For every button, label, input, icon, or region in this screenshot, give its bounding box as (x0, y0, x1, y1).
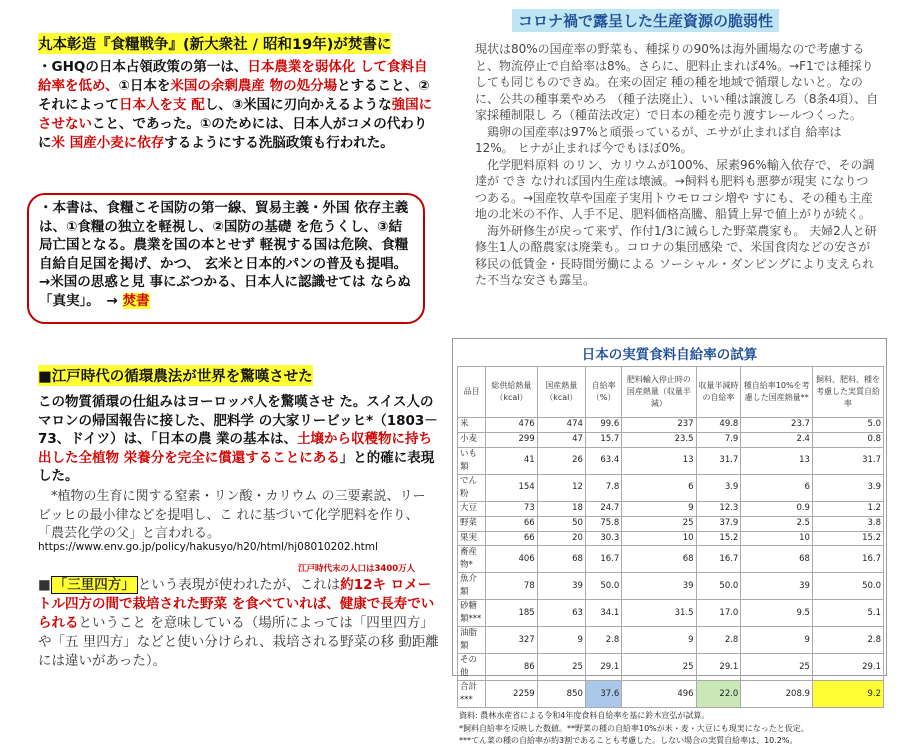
column-header: 飼料、肥料、種を考慮した実質自給率 (812, 367, 883, 418)
sanri-paragraph (38, 576, 440, 671)
table-cell: 29.1 (696, 654, 741, 681)
table-cell: 12 (537, 474, 585, 501)
book-summary-box (27, 193, 425, 324)
table-cell: 50.0 (812, 573, 883, 600)
text-run: という表現が使われたが、これは (137, 577, 341, 593)
text-run: 強国にさせない (38, 97, 433, 132)
table-cell: 5.1 (812, 600, 883, 627)
footnote: 資料: 農林水産省による令和4年度食料自給率を基に鈴木宣弘が試算。 (459, 711, 710, 721)
table-cell: 237 (622, 418, 696, 433)
table-cell: 299 (486, 432, 538, 447)
row-label: 米 (458, 418, 486, 433)
table-cell: 73 (486, 501, 538, 516)
corona-para: 化学肥料原料 のリン、カリウムが100%、尿素96%輸入依存で、その調達が でき なければ国内生産は壊滅。→飼料も肥料も悪夢が現実 になりつつある。→国産牧草や国産子実用トウモロコシ増や すにも、その種も主産地の北米の不作、人手不足、肥料価格高騰、船賃上昇で値上がりが続く。 (475, 157, 875, 221)
text-run: するようにする洗脳政策も行われた。 (164, 135, 394, 151)
text-run: ・GHQの日本占領政策の第一は、 (38, 59, 248, 75)
table-cell: 39 (741, 573, 813, 600)
table-cell: 16.7 (696, 546, 741, 573)
table-row (458, 600, 884, 627)
text-run: ③米国に刃向かえるような (231, 97, 392, 113)
text-run: 約12キ ロメートル四方の間で栽培された野菜 を食べていれば、健康で長寿でいられる (38, 577, 435, 631)
text-run: ①日本を (118, 78, 171, 94)
table-cell: 9 (622, 501, 696, 516)
edo-paragraph (38, 393, 440, 486)
row-label: 合計*** (458, 681, 486, 708)
corona-para: 鶏卵の国産率は97%と頑張っているが、エサが止まれば自 給率は12%。 ヒナが止まれば今でもほぼ0%。 (475, 124, 842, 155)
table-cell: 39 (537, 573, 585, 600)
text-run: 「三里四方」 (51, 576, 138, 594)
footnote: *飼料自給率を反映した数値。**野菜の種の自給率10%が米・麦・大豆にも現実になったと仮定。 (459, 723, 809, 733)
table-cell: 31.5 (622, 600, 696, 627)
table-cell: 9 (537, 627, 585, 654)
column-header: 種自給率10%を考慮した国産熱量** (741, 367, 813, 418)
table-cell: 2.5 (741, 516, 813, 531)
table-cell: 25 (741, 654, 813, 681)
table-cell: 68 (622, 546, 696, 573)
title-corona: コロナ禍で露呈した生産資源の脆弱性 (512, 9, 779, 32)
table-cell: 5.0 (812, 418, 883, 433)
row-label: でん粉 (458, 474, 486, 501)
row-label: いも類 (458, 447, 486, 474)
source-url[interactable]: https://www.env.go.jp/policy/hakusyo/h20/html/hj08010202.html (38, 541, 378, 553)
table-cell: 476 (486, 418, 538, 433)
title-book: 丸本彰造『食糧戦争』(新大衆社 / 昭和19年)が焚書に (38, 33, 391, 54)
table-cell: 2.4 (741, 432, 813, 447)
table-cell: 16.7 (585, 546, 621, 573)
table-cell: 474 (537, 418, 585, 433)
table-cell: 31.7 (812, 447, 883, 474)
text-run: この物質循環の仕組みはヨーロッパ人を驚嘆させ た。スイス人のマロンの帰国報告に接した、肥料学 の大家リービッヒ*（1803－73、ドイツ）は、「日本の農 業の基本は、 (38, 394, 438, 447)
text-run: ということ を意味している（場所によっては「四里四方」や「五 里四方」などと使い分けられ、栽培される野菜の移 動距離には違いがあった）。 (38, 615, 439, 669)
table-cell: 7.8 (585, 474, 621, 501)
table-cell: 15.7 (585, 432, 621, 447)
table-footnotes (459, 710, 880, 748)
table-cell: 6 (741, 474, 813, 501)
table-cell: 41 (486, 447, 538, 474)
table-row (458, 654, 884, 681)
table-cell: 24.7 (585, 501, 621, 516)
table-cell: 20 (537, 531, 585, 546)
table-cell: 10 (741, 531, 813, 546)
column-header: 国産熱量（kcal） (537, 367, 585, 418)
table-cell: 9.5 (741, 600, 813, 627)
text-run: 米国の余剰農産 物の処分場 (170, 78, 338, 94)
text-run: こと、であった。①のためには、日本人がコメの代わりに (38, 116, 428, 151)
table-cell: 49.8 (696, 418, 741, 433)
table-row (458, 501, 884, 516)
table-row (458, 546, 884, 573)
table-cell: 47 (537, 432, 585, 447)
table-row (458, 573, 884, 600)
table-cell: 9 (741, 627, 813, 654)
column-header: 肥料輸入停止時の国産熱量（収量半減） (622, 367, 696, 418)
table-cell: 850 (537, 681, 585, 708)
table-cell: 66 (486, 516, 538, 531)
row-label: 油脂類 (458, 627, 486, 654)
self-sufficiency-table-panel (452, 338, 887, 746)
table-cell: 15.2 (812, 531, 883, 546)
row-label: 畜産物* (458, 546, 486, 573)
table-cell: 23.7 (741, 418, 813, 433)
table-cell: 63.4 (585, 447, 621, 474)
table-row (458, 447, 884, 474)
column-header: 自給率（%） (585, 367, 621, 418)
row-label: 野菜 (458, 516, 486, 531)
table-cell: 2.8 (812, 627, 883, 654)
table-cell: 63 (537, 600, 585, 627)
table-cell: 2.8 (696, 627, 741, 654)
table-cell: 34.1 (585, 600, 621, 627)
population-note: 江戸時代末の人口は3400万人 (298, 564, 416, 574)
table-cell: 99.6 (585, 418, 621, 433)
text-run: し、 (204, 97, 232, 113)
table-cell: 68 (741, 546, 813, 573)
liebig-note: *植物の生育に関する窒素・リン酸・カリウム の三要素説、リービッヒの最小律などを提唱し、こ れに基づいて化学肥料を作り、「農芸化学の父」と言われる。 (38, 489, 426, 541)
table-row (458, 432, 884, 447)
table-cell: 50.0 (696, 573, 741, 600)
corona-text (475, 41, 880, 289)
table-cell: 496 (622, 681, 696, 708)
table-cell: 2259 (486, 681, 538, 708)
table-cell: 31.7 (696, 447, 741, 474)
table-cell: 25 (622, 516, 696, 531)
text-run: 日本人を支 配 (119, 97, 205, 113)
table-cell: 10 (622, 531, 696, 546)
table-cell: 3.9 (696, 474, 741, 501)
table-cell: 9 (622, 627, 696, 654)
table-cell: 7.9 (696, 432, 741, 447)
table-cell: 16.7 (812, 546, 883, 573)
text-run: ■ (38, 577, 51, 593)
table-cell: 0.9 (741, 501, 813, 516)
table-cell: 25 (622, 654, 696, 681)
row-label: 果実 (458, 531, 486, 546)
table-cell: 12.3 (696, 501, 741, 516)
table-cell: 68 (537, 546, 585, 573)
table-cell: 29.1 (812, 654, 883, 681)
table-cell: 3.8 (812, 516, 883, 531)
table-cell: 0.8 (812, 432, 883, 447)
table-cell: 13 (741, 447, 813, 474)
table-row (458, 627, 884, 654)
table-cell: 29.1 (585, 654, 621, 681)
table-cell: 37.6 (585, 681, 621, 708)
table-cell: 1.2 (812, 501, 883, 516)
text-run: 焚書 (122, 292, 150, 309)
table-row (458, 474, 884, 501)
text-run: 日本農業を弱体化 して食料自給率を低め、 (38, 59, 428, 94)
column-header: 総供給熱量（kcal） (486, 367, 538, 418)
table-cell: 22.0 (696, 681, 741, 708)
table-row (458, 531, 884, 546)
table-cell: 25 (537, 654, 585, 681)
self-sufficiency-table (457, 366, 884, 708)
table-cell: 15.2 (696, 531, 741, 546)
table-cell: 13 (622, 447, 696, 474)
table-cell: 2.8 (585, 627, 621, 654)
table-cell: 18 (537, 501, 585, 516)
text-run: とすること、 (337, 78, 419, 94)
table-cell: 9.2 (812, 681, 883, 708)
table-cell: 3.9 (812, 474, 883, 501)
table-cell: 50.0 (585, 573, 621, 600)
table-cell: 86 (486, 654, 538, 681)
text-run: ②それによって (38, 78, 430, 113)
footnote: ***てん菜の種の自給率が約3割であることも考慮した。しない場合の実質自給率は、10.2%。 (459, 736, 798, 746)
corona-para: 現状は80%の国産率の野菜も、種採りの90%は海外圃場なので考慮すると、物流停止で自給率は8%。さらに、肥料止まれば4%。→F1では種採りしても同じものできぬ。在来の固定 種の種を地域で循環しないと。なのに、公共の種事業やめろ （種子法廃止）、いい種は譲渡しろ（8条4項）、自家採種制限し ろ（種苗法改定）で日本の種を売り渡すレールつくった。 (475, 42, 879, 122)
table-row (458, 681, 884, 708)
text-run: 土壌から収穫物に持ち出した全植物 栄養分を完全に償還することにある (38, 431, 433, 466)
ghq-paragraph (38, 58, 438, 153)
table-cell: 208.9 (741, 681, 813, 708)
title-edo: ■江戸時代の循環農法が世界を驚嘆させた (38, 365, 313, 386)
table-row (458, 418, 884, 433)
table-cell: 6 (622, 474, 696, 501)
table-cell: 78 (486, 573, 538, 600)
row-label: 大豆 (458, 501, 486, 516)
text-run: ・本書は、食糧こそ国防の第一線、貿易主義・外国 依存主義は、①食糧の独立を軽視し、②国防の基礎 を危うくし、③結局亡国となる。農業を国の本とせず 軽視する国は危険、食糧自給自足国を掲げ、かつ、 玄米と日本的パンの普及も提唱。 (39, 200, 409, 272)
table-cell: 66 (486, 531, 538, 546)
table-title: 日本の実質食料自給率の試算 (581, 347, 758, 363)
table-cell: 406 (486, 546, 538, 573)
text-run: 米 国産小麦に依存 (51, 135, 165, 151)
table-cell: 23.5 (622, 432, 696, 447)
table-row (458, 516, 884, 531)
text-run: →米国の思惑と見 事にぶつかる、日本人に認識せては ならぬ「真実」。 → (39, 255, 414, 309)
table-cell: 50 (537, 516, 585, 531)
table-cell: 75.8 (585, 516, 621, 531)
table-cell: 327 (486, 627, 538, 654)
table-cell: 185 (486, 600, 538, 627)
table-header-row (458, 367, 884, 418)
row-label: 小麦 (458, 432, 486, 447)
column-header: 品目 (458, 367, 486, 418)
table-cell: 26 (537, 447, 585, 474)
row-label: その他 (458, 654, 486, 681)
text-run: 」と的確に表現 した。 (38, 449, 435, 484)
column-header: 収量半減時の自給率 (696, 367, 741, 418)
row-label: 魚介類 (458, 573, 486, 600)
table-cell: 17.0 (696, 600, 741, 627)
table-cell: 154 (486, 474, 538, 501)
row-label: 砂糖類*** (458, 600, 486, 627)
table-cell: 39 (622, 573, 696, 600)
corona-para: 海外研修生が戻って来ず、作付1/3に減らした野菜農家も。 夫婦2人と研修生1人の酪農家は廃業も。コロナの集団感染 で、米国食肉などの安さが移民の低賃金・長時間労働による ソーシャル・ダンピングにより支えられた不当な安さも露呈。 (475, 223, 877, 287)
table-cell: 30.3 (585, 531, 621, 546)
table-cell: 37.9 (696, 516, 741, 531)
